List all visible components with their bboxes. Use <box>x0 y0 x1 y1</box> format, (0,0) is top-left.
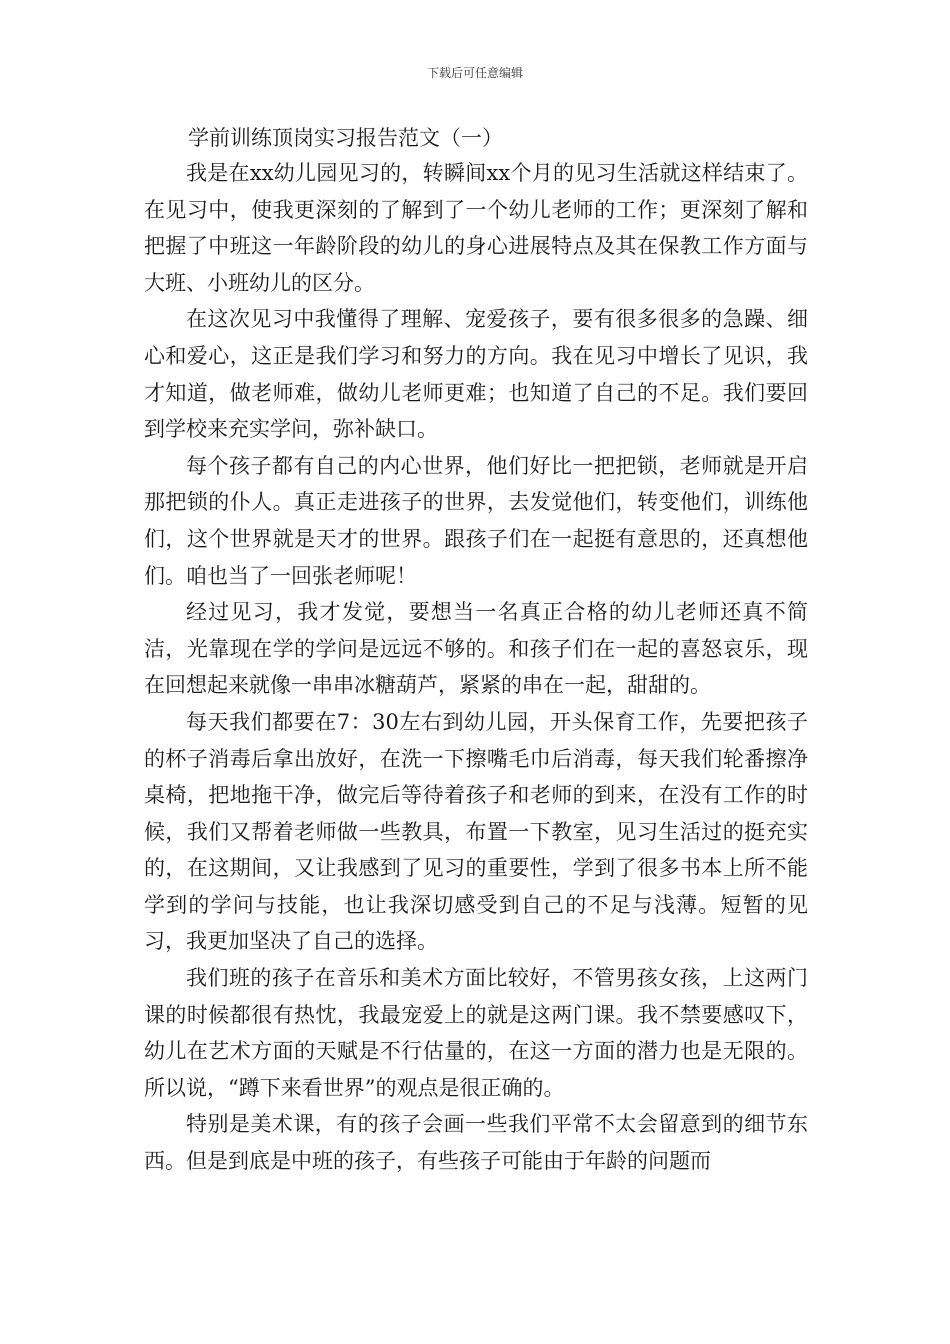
page-header: 下载后可任意编辑 <box>426 66 523 80</box>
document-title: 学前训练顶岗实习报告范文（一） <box>188 126 503 150</box>
paragraph: 我们班的孩子在音乐和美术方面比较好，不管男孩女孩，上这两门课的时候都很有热忱，我最宠爱上的就是这两门课。我不禁要感叹下，幼儿在艺术方面的天赋是不行估量的，在这一方面的潜力也是无限的。所以说，“蹲下来看世界”的观点是很正确的。 <box>144 966 808 1100</box>
paragraph: 我是在xx幼儿园见习的，转瞬间xx个月的见习生活就这样结束了。在见习中，使我更深刻的了解到了一个幼儿老师的工作；更深刻了解和把握了中班这一年龄阶段的幼儿的身心进展特点及其在保教工作方面与大班、小班幼儿的区分。 <box>144 161 808 295</box>
paragraph: 特别是美术课，有的孩子会画一些我们平常不太会留意到的细节东西。但是到底是中班的孩子，有些孩子可能由于年龄的问题而 <box>144 1112 808 1174</box>
paragraph: 经过见习，我才发觉，要想当一名真正合格的幼儿老师还真不简洁，光靠现在学的学问是远远不够的。和孩子们在一起的喜怒哀乐，现在回想起来就像一串串冰糖葫芦，紧紧的串在一起，甜甜的。 <box>144 600 808 698</box>
document-body <box>144 155 808 1180</box>
paragraph: 每个孩子都有自己的内心世界，他们好比一把把锁，老师就是开启那把锁的仆人。真正走进孩子的世界，去发觉他们，转变他们，训练他们，这个世界就是天才的世界。跟孩子们在一起挺有意思的，还真想他们。咱也当了一回张老师呢！ <box>144 453 808 588</box>
paragraph: 在这次见习中我懂得了理解、宠爱孩子，要有很多很多的急躁、细心和爱心，这正是我们学习和努力的方向。我在见习中增长了见识，我才知道，做老师难，做幼儿老师更难；也知道了自己的不足。我们要回到学校来充实学问，弥补缺口。 <box>144 307 808 442</box>
paragraph: 每天我们都要在7：30左右到幼儿园，开头保育工作，先要把孩子的杯子消毒后拿出放好，在洗一下擦嘴毛巾后消毒，每天我们轮番擦净桌椅，把地拖干净，做完后等待着孩子和老师的到来，在没有工作的时候，我们又帮着老师做一些教具，布置一下教室，见习生活过的挺充实的，在这期间，又让我感到了见习的重要性，学到了很多书本上所不能学到的学问与技能，也让我深切感受到自己的不足与浅薄。短暂的见习，我更加坚决了自己的选择。 <box>144 709 808 954</box>
